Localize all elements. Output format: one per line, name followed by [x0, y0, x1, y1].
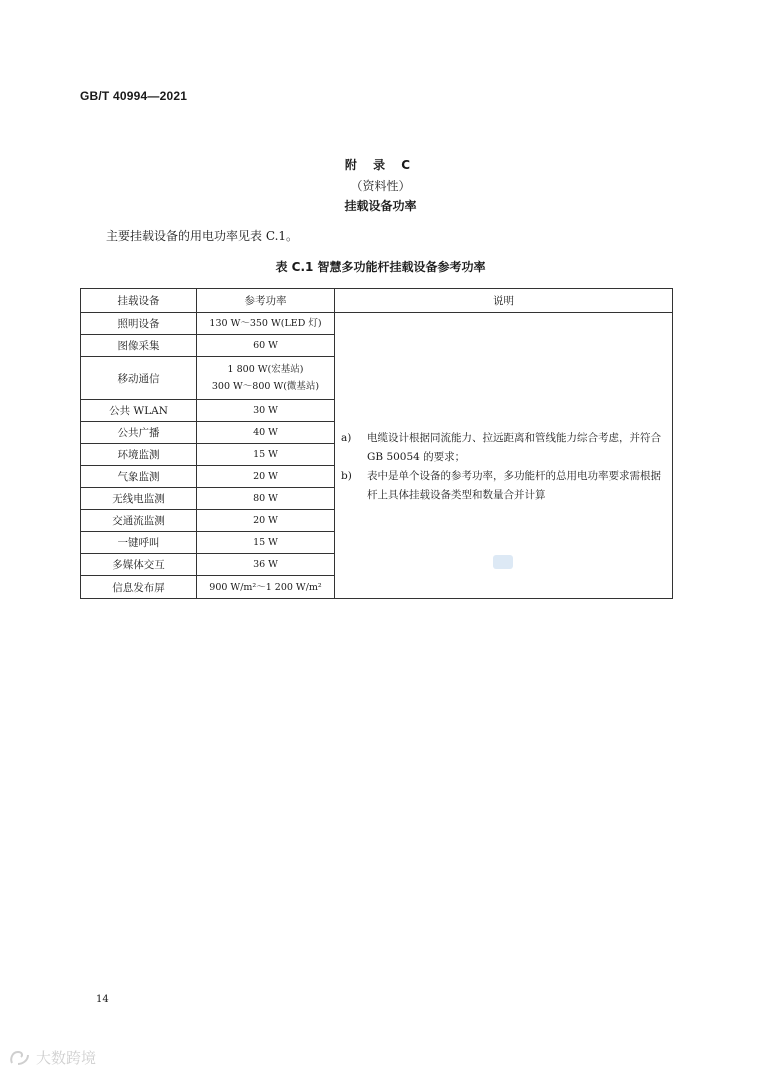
device-cell: 移动通信 [81, 357, 197, 400]
watermark-text: 大数跨境 [36, 1049, 97, 1067]
power-value: 300 W～800 W(微基站) [211, 381, 320, 392]
power-cell [197, 532, 335, 554]
power-cell [197, 313, 335, 335]
note-label: a) [341, 432, 352, 444]
annex-nature: （资料性） [350, 179, 411, 193]
power-value: 15 W [253, 537, 278, 548]
page-number: 14 [96, 994, 109, 1005]
device-cell: 照明设备 [81, 313, 197, 335]
power-value: 36 W [253, 559, 278, 570]
power-value: 30 W [253, 405, 278, 416]
power-cell [197, 335, 335, 357]
power-table [80, 288, 673, 599]
watermark-logo [8, 1047, 96, 1068]
device-cell: 无线电监测 [81, 488, 197, 510]
power-cell [197, 400, 335, 422]
device-cell: 交通流监测 [81, 510, 197, 532]
power-value: 20 W [253, 471, 278, 482]
note-text: 表中是单个设备的参考功率，多功能杆的总用电功率要求需根据杆上具体挂载设备类型和数量合并计算 [367, 470, 661, 501]
watermark-badge [493, 555, 513, 569]
power-value: 20 W [253, 515, 278, 526]
power-cell [197, 554, 335, 576]
power-cell [197, 488, 335, 510]
power-value: 1 800 W(宏基站) [227, 364, 304, 375]
note-item [341, 429, 664, 467]
device-cell: 气象监测 [81, 466, 197, 488]
notes-list [341, 429, 664, 505]
annex-heading: 挂载设备功率 [344, 199, 417, 213]
table-body [81, 313, 673, 599]
note-label: b) [341, 470, 352, 482]
device-cell: 多媒体交互 [81, 554, 197, 576]
brand-logo-icon [8, 1049, 32, 1067]
table-row [81, 313, 673, 335]
table-header-row [81, 289, 673, 313]
device-cell: 图像采集 [81, 335, 197, 357]
power-cell [197, 466, 335, 488]
power-cell [197, 357, 335, 400]
note-item [341, 467, 664, 505]
device-cell: 公共 WLAN [81, 400, 197, 422]
device-cell: 信息发布屏 [81, 576, 197, 599]
standard-code: GB/T 40994—2021 [80, 89, 188, 103]
column-header-power: 参考功率 [197, 289, 335, 313]
device-cell: 公共广播 [81, 422, 197, 444]
power-cell [197, 576, 335, 599]
power-cell [197, 444, 335, 466]
intro-paragraph: 主要挂载设备的用电功率见表 C.1。 [106, 229, 299, 243]
power-value: 80 W [253, 493, 278, 504]
power-value: 60 W [253, 340, 278, 351]
power-cell [197, 510, 335, 532]
power-cell [197, 422, 335, 444]
note-text: 电缆设计根据同流能力、拉远距离和管线能力综合考虑，并符合 GB 50054 的要求； [367, 432, 661, 463]
power-value: 15 W [253, 449, 278, 460]
column-header-notes: 说明 [335, 289, 673, 313]
power-value: 130 W～350 W(LED 灯) [209, 318, 322, 329]
power-value: 40 W [253, 427, 278, 438]
device-cell: 环境监测 [81, 444, 197, 466]
annex-title: 附 录 C [344, 158, 417, 172]
column-header-device: 挂载设备 [81, 289, 197, 313]
device-cell: 一键呼叫 [81, 532, 197, 554]
table-caption: 表 C.1 智慧多功能杆挂载设备参考功率 [275, 260, 486, 274]
power-value: 900 W/m²～1 200 W/m² [209, 581, 322, 593]
